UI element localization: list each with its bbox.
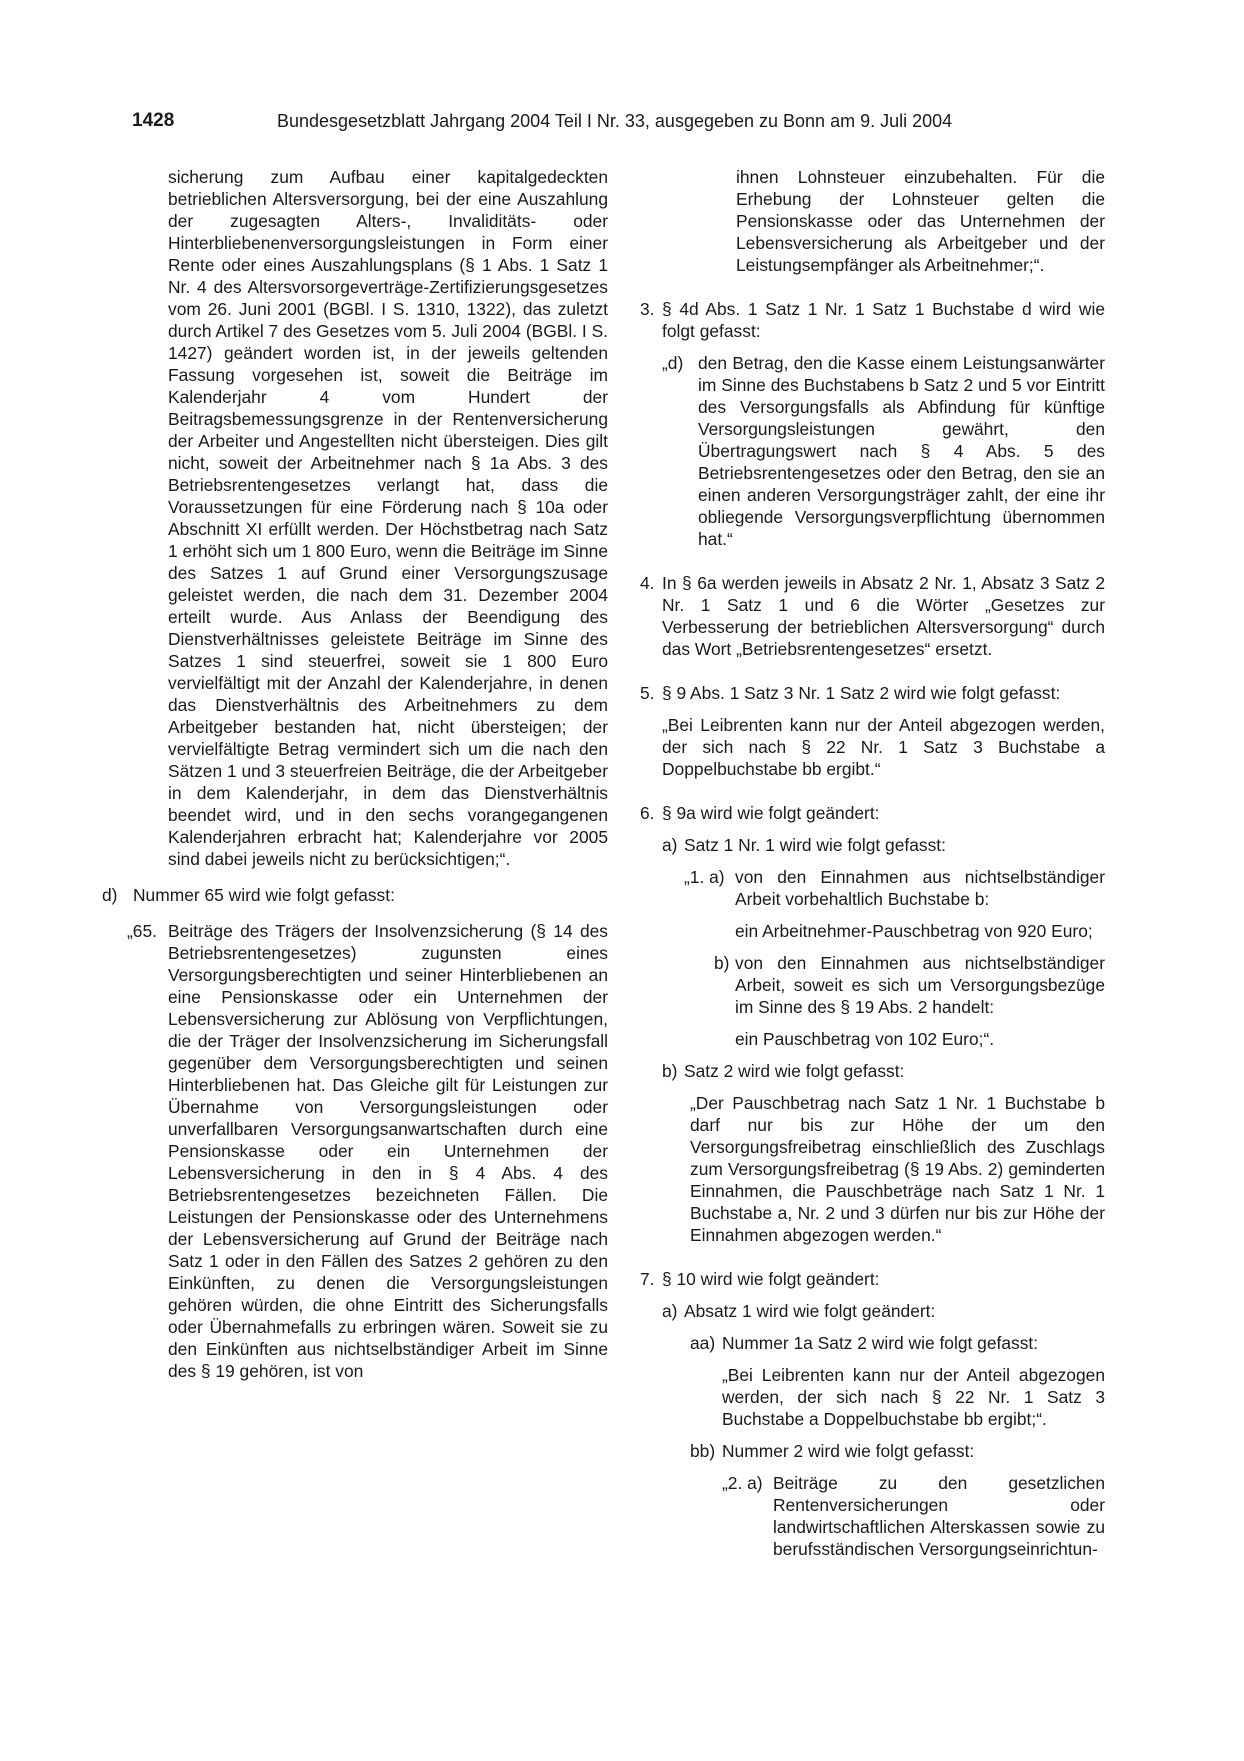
- item-label: „1. a): [684, 867, 725, 887]
- left-continuation-text: sicherung zum Aufbau einer kapitalgedeckten betrieblichen Altersversorgung, bei der eine Auszahlung der zugesagten Alters-, Invaliditäts- oder Hinterbliebenenversorgungsleistungen in Form einer Rente oder eines Auszahlungsplans (§ 1 Abs. 1 Satz 1 Nr. 4 des Altersvorsorgeverträge-Zertifizierungsgesetzes vom 26. Juni 2001 (BGBl. I S. 1310, 1322), das zuletzt durch Artikel 7 des Gesetzes vom 5. Juli 2004 (BGBl. I S. 1427) geändert worden ist, in der jeweils geltenden Fassung vorgesehen ist, soweit die Beiträge im Kalenderjahr 4 vom Hundert der Beitragsbemessungsgrenze in der Rentenversicherung der Arbeiter und Angestellten nicht übersteigen. Dies gilt nicht, soweit der Arbeitnehmer nach § 1a Abs. 3 des Betriebsrentengesetzes verlangt hat, dass die Voraussetzungen für eine Förderung nach § 10a oder Abschnitt XI erfüllt werden. Der Höchstbetrag nach Satz 1 erhöht sich um 1 800 Euro, wenn die Beiträge im Sinne des Satzes 1 auf Grund einer Versorgungszusage geleistet werden, die nach dem 31. Dezember 2004 erteilt wurde. Aus Anlass der Beendigung des Dienstverhältnisses geleistete Beiträge im Sinne des Satzes 1 sind steuerfrei, soweit sie 1 800 Euro vervielfältigt mit der Anzahl der Kalenderjahre, in denen das Dienstverhältnis des Arbeitnehmers zu dem Arbeitgeber bestanden hat, nicht übersteigen; der vervielfältigte Betrag vermindert sich um die nach den Sätzen 1 und 3 steuerfreien Beiträge, die der Arbeitgeber in dem Kalenderjahr, in dem das Dienstverhältnis beendet wird, und in den sechs vorangegangenen Kalenderjahren erbracht hat; Kalenderjahre vor 2005 sind dabei jeweils nicht zu berücksichtigen;“.: [168, 167, 608, 869]
- item-label: 3.: [640, 299, 655, 319]
- item-text: Beiträge zu den gesetzlichen Rentenversicherungen oder landwirtschaftlichen Alterskassen sowie zu berufsständischen Versorgungseinrichtun-: [773, 1473, 1105, 1559]
- item-text: den Betrag, den die Kasse einem Leistungsanwärter im Sinne des Buchstabens b Satz 2 und 5 vor Eintritt des Versorgungsfalls als Abfindung für künftige Versorgungsleistungen gewährt, den Übertragungswert nach § 4 Abs. 5 des Betriebsrentengesetzes oder den Betrag, den sie an einen anderen Versorgungsträger zahlt, der eine ihr obliegende Versorgungsverpflichtung übernommen hat.“: [698, 353, 1105, 549]
- amendment-item-7-bb: [690, 1440, 1105, 1462]
- page-number: 1428: [132, 110, 175, 131]
- item-label: d): [102, 885, 118, 905]
- item-label: „65.: [127, 921, 157, 941]
- right-continuation-text: ihnen Lohnsteuer einzubehalten. Für die Erhebung der Lohnsteuer gelten die Pensionskasse oder das Unternehmen der Lebensversicherung als Arbeitgeber und der Leistungsempfänger als Arbeitnehmer;“.: [736, 167, 1105, 275]
- page-header: [132, 110, 1112, 136]
- amendment-item-7-a: [662, 1300, 1105, 1322]
- item-text: § 10 wird wie folgt geändert:: [662, 1269, 880, 1289]
- item-text: Satz 1 Nr. 1 wird wie folgt gefasst:: [684, 835, 946, 855]
- running-head: Bundesgesetzblatt Jahrgang 2004 Teil I Nr. 33, ausgegeben zu Bonn am 9. Juli 2004: [277, 111, 953, 131]
- item-6-a-1a-sub: ein Arbeitnehmer-Pauschbetrag von 920 Euro;: [735, 921, 1093, 941]
- right-column: [640, 166, 1105, 1560]
- item-label: b): [714, 953, 730, 973]
- item-text: Nummer 1a Satz 2 wird wie folgt gefasst:: [722, 1333, 1039, 1353]
- amendment-item-3-d: [662, 352, 1105, 550]
- item-label: 5.: [640, 683, 655, 703]
- item-text: Nummer 2 wird wie folgt gefasst:: [722, 1441, 975, 1461]
- amendment-item-d: [102, 884, 608, 906]
- item-label: a): [662, 1301, 678, 1321]
- item-5-quote: „Bei Leibrenten kann nur der Anteil abgezogen werden, der sich nach § 22 Nr. 1 Satz 3 Buchstabe a Doppelbuchstabe bb ergibt.“: [662, 715, 1105, 779]
- item-label: „d): [662, 353, 684, 373]
- paragraph-65-text: Beiträge des Trägers der Insolvenzsicherung (§ 14 des Betriebsrentengesetzes) zugunsten eines Versorgungsberechtigten und seiner Hinterbliebenen an eine Pensionskasse oder ein Unternehmen der Lebensversicherung zur Ablösung von Verpflichtungen, die der Träger der Insolvenzsicherung im Sicherungsfall gegenüber dem Versorgungsberechtigten und seinen Hinterbliebenen hat. Das Gleiche gilt für Leistungen zur Übernahme von Versorgungsleistungen oder unverfallbaren Versorgungsanwartschaften durch eine Pensionskasse oder ein Unternehmen der Lebensversicherung in den in § 4 Abs. 4 des Betriebsrentengesetzes bezeichneten Fällen. Die Leistungen der Pensionskasse oder des Unternehmens der Lebensversicherung auf Grund der Beiträge nach Satz 1 oder in den Fällen des Satzes 2 gehören zu den Einkünften, zu denen die Versorgungsleistungen gehören würden, die ohne Eintritt des Sicherungsfalls oder Übernahmefalls zu erbringen wären. Soweit sie zu den Einkünften aus nichtselbständiger Arbeit im Sinne des § 19 gehören, ist von: [168, 921, 608, 1381]
- item-label: a): [662, 835, 678, 855]
- item-6-a-1b-sub: ein Pauschbetrag von 102 Euro;“.: [735, 1029, 995, 1049]
- amendment-item-5: [640, 682, 1105, 704]
- item-text: Satz 2 wird wie folgt gefasst:: [684, 1061, 905, 1081]
- item-label: 4.: [640, 573, 655, 593]
- item-label: „2. a): [722, 1473, 763, 1493]
- item-text: § 9a wird wie folgt geändert:: [662, 803, 880, 823]
- item-text: § 4d Abs. 1 Satz 1 Nr. 1 Satz 1 Buchstabe d wird wie folgt gefasst:: [662, 299, 1105, 341]
- item-label: 7.: [640, 1269, 655, 1289]
- paragraph-65: [127, 920, 608, 1382]
- item-text: Nummer 65 wird wie folgt gefasst:: [133, 885, 395, 905]
- amendment-item-6: [640, 802, 1105, 824]
- left-column: [102, 166, 608, 1382]
- amendment-item-4: [640, 572, 1105, 660]
- amendment-item-7-aa: [690, 1332, 1105, 1354]
- amendment-item-7-bb-2a: [722, 1472, 1105, 1560]
- amendment-item-6-a-1b: [714, 952, 1105, 1018]
- item-label: bb): [690, 1441, 716, 1461]
- item-text: Absatz 1 wird wie folgt geändert:: [684, 1301, 936, 1321]
- item-label: aa): [690, 1333, 716, 1353]
- item-label: 6.: [640, 803, 655, 823]
- amendment-item-6-a-1a: [684, 866, 1105, 910]
- amendment-item-7: [640, 1268, 1105, 1290]
- item-text: von den Einnahmen aus nichtselbständiger Arbeit, soweit es sich um Versorgungsbezüge im Sinne des § 19 Abs. 2 handelt:: [735, 953, 1105, 1017]
- item-text: § 9 Abs. 1 Satz 3 Nr. 1 Satz 2 wird wie folgt gefasst:: [662, 683, 1061, 703]
- item-7-aa-quote: „Bei Leibrenten kann nur der Anteil abgezogen werden, der sich nach § 22 Nr. 1 Satz 3 Buchstabe a Doppelbuchstabe bb ergibt;“.: [722, 1365, 1105, 1429]
- item-label: b): [662, 1061, 678, 1081]
- amendment-item-6-a: [662, 834, 1105, 856]
- item-6-b-quote: „Der Pauschbetrag nach Satz 1 Nr. 1 Buchstabe b darf nur bis zur Höhe der um den Versorgungsfreibetrag einschließlich des Zuschlags zum Versorgungsfreibetrag (§ 19 Abs. 2) geminderten Einnahmen, die Pauschbeträge nach Satz 1 Nr. 1 Buchstabe a, Nr. 2 und 3 dürfen nur bis zur Höhe der Einnahmen abgezogen werden.“: [690, 1093, 1105, 1245]
- amendment-item-6-b: [662, 1060, 1105, 1082]
- item-text: von den Einnahmen aus nichtselbständiger Arbeit vorbehaltlich Buchstabe b:: [735, 867, 1105, 909]
- item-text: In § 6a werden jeweils in Absatz 2 Nr. 1, Absatz 3 Satz 2 Nr. 1 Satz 1 und 6 die Wörter „Gesetzes zur Verbesserung der betrieblichen Altersversorgung“ durch das Wort „Betriebsrentengesetzes“ ersetzt.: [662, 573, 1105, 659]
- amendment-item-3: [640, 298, 1105, 342]
